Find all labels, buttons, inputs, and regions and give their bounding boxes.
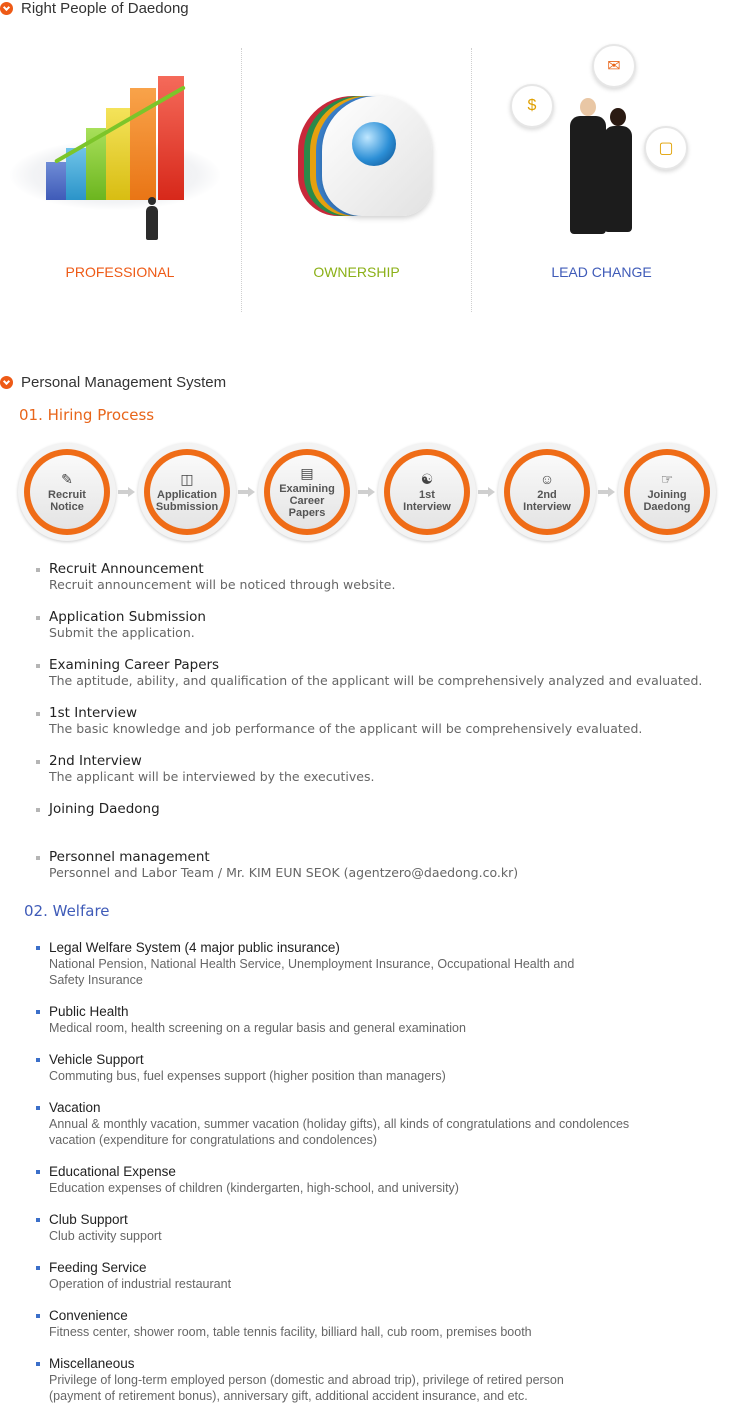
section-header-right-people [0,0,189,17]
step-application-submission [138,443,236,541]
orange-bullet-icon [0,2,13,15]
list-item: Educational Expense Education expenses of children (kindergarten, high-school, and university) [36,1164,716,1196]
list-item: Examining Career Papers The aptitude, ability, and qualification of the applicant will be comprehensively analyzed and evaluated. [36,657,716,705]
growth-bar-chart-graphic [40,40,200,200]
professional-column [0,40,240,312]
ownership-column [242,40,471,312]
step-1st-interview [378,443,476,541]
lead-change-column [472,40,731,312]
list-item: Application Submission Submit the application. [36,609,716,657]
step-joining-daedong [618,443,716,541]
list-bullet-icon [36,664,40,668]
list-bullet-icon [36,1058,40,1062]
businesswoman-head [610,108,626,126]
step-examining-career-papers [258,443,356,541]
arrow-right-icon [238,487,256,497]
list-bullet-icon [36,1314,40,1318]
people-icon: ☯ [420,471,434,487]
monitor-icon: ▢ [644,126,688,170]
list-bullet-icon [36,568,40,572]
step-label: Recruit Notice [48,489,86,513]
list-item: Joining Daedong [36,801,716,849]
right-people-panel [0,40,731,312]
list-bullet-icon [36,856,40,860]
step-label: Examining Career Papers [279,483,335,519]
list-bullet-icon [36,1362,40,1366]
list-item: Recruit Announcement Recruit announcement will be noticed through website. [36,561,716,609]
step-label: Joining Daedong [643,489,691,513]
businessman-head [580,98,596,116]
list-item: Vehicle Support Commuting bus, fuel expenses support (higher position than managers) [36,1052,716,1084]
businesswoman-figure [604,126,632,232]
section-title: Personal Management System [21,374,227,391]
speech-person-icon: ☺ [539,471,555,487]
list-bullet-icon [36,1218,40,1222]
list-bullet-icon [36,1170,40,1174]
list-bullet-icon [36,1010,40,1014]
notepad-icon: ✎ [61,471,73,487]
list-bullet-icon [36,946,40,950]
globe-icon [352,122,396,166]
list-bullet-icon [36,760,40,764]
list-bullet-icon [36,808,40,812]
arrow-right-icon [478,487,496,497]
list-item: Legal Welfare System (4 major public insurance) National Pension, National Health Service, Unemployment Insurance, Occupational Health and Safety Insurance [36,940,716,988]
welfare-list [36,940,716,1420]
list-bullet-icon [36,1106,40,1110]
list-item: Convenience Fitness center, shower room, table tennis facility, billiard hall, cub room, premises booth [36,1308,716,1340]
businessman-figure [146,206,158,240]
list-item: Public Health Medical room, health screening on a regular basis and general examination [36,1004,716,1036]
head-globe-graphic [298,92,418,222]
list-item: 2nd Interview The applicant will be interviewed by the executives. [36,753,716,801]
professional-label: PROFESSIONAL [65,264,175,280]
hiring-steps [18,443,718,543]
id-card-icon: ▤ [300,465,314,481]
list-bullet-icon [36,616,40,620]
arrow-right-icon [598,487,616,497]
businessman-figure [570,116,606,234]
list-item: Personnel management Personnel and Labor Team / Mr. KIM EUN SEOK (agentzero@daedong.co.kr) [36,849,716,897]
arrow-right-icon [358,487,376,497]
hiring-process-title: 01. Hiring Process [19,406,155,424]
list-item: Miscellaneous Privilege of long-term employed person (domestic and abroad trip), privilege of retired person (payment of retirement bonus), anniversary gift, additional accident insurance, and etc. [36,1356,716,1404]
lead-change-label: LEAD CHANGE [551,264,652,280]
handshake-icon: ☞ [660,471,674,487]
list-item: 1st Interview The basic knowledge and job performance of the applicant will be comprehensively evaluated. [36,705,716,753]
form-icon: ◫ [180,471,194,487]
step-label: Application Submission [155,489,219,513]
arrow-right-icon [118,487,136,497]
section-header-personal-management [0,374,226,391]
list-item: Feeding Service Operation of industrial restaurant [36,1260,716,1292]
list-bullet-icon [36,712,40,716]
section-title: Right People of Daedong [21,0,189,17]
ownership-label: OWNERSHIP [313,264,400,280]
orange-bullet-icon [0,376,13,389]
welfare-title: 02. Welfare [24,902,110,920]
list-item: Club Support Club activity support [36,1212,716,1244]
list-bullet-icon [36,1266,40,1270]
step-recruit-notice [18,443,116,541]
chat-chart-icon: ✉ [592,44,636,88]
list-item: Vacation Annual & monthly vacation, summer vacation (holiday gifts), all kinds of congratulations and condolences vacation (expenditure for congratulations and condolences) [36,1100,716,1148]
step-label: 2nd Interview [523,489,571,513]
step-label: 1st Interview [403,489,451,513]
hiring-details-list [36,561,716,897]
money-bag-icon: $ [510,84,554,128]
step-2nd-interview [498,443,596,541]
